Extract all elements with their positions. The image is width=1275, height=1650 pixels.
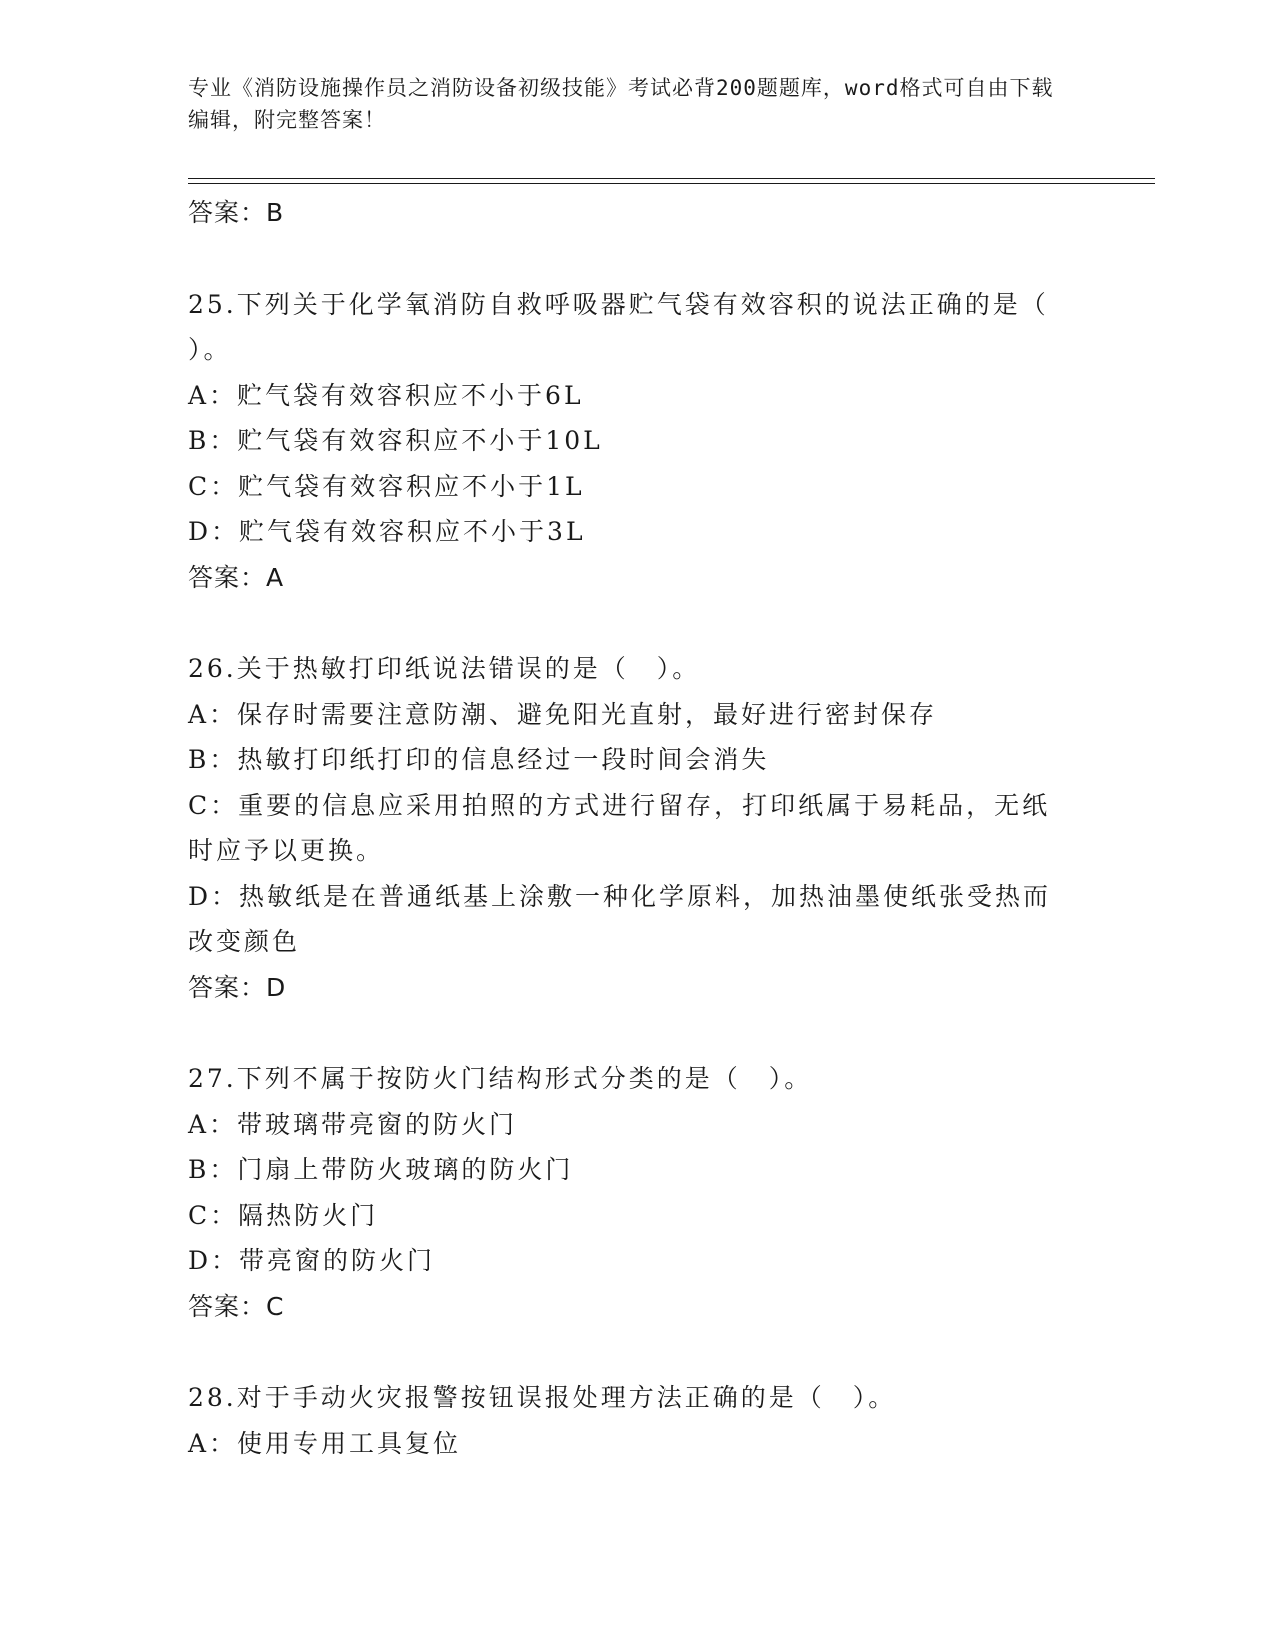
answer-line: 答案：C [188, 1291, 285, 1321]
option-c: C：贮气袋有效容积应不小于1L [188, 471, 585, 501]
page-header: 专业《消防设施操作员之消防设备初级技能》考试必背200题题库，word格式可自由下载编辑，附完整答案！ [188, 76, 1054, 132]
option-d: D：贮气袋有效容积应不小于3L [188, 517, 586, 546]
question-stem: 28.对于手动火灾报警按钮误报处理方法正确的是（ ）。 [188, 1383, 897, 1412]
document-body [188, 190, 1078, 1466]
answer-line: 答案：A [188, 562, 285, 592]
option-a: A：贮气袋有效容积应不小于6L [188, 380, 584, 410]
option-d-cont: 改变颜色 [188, 927, 301, 956]
option-c-cont: 时应予以更换。 [188, 836, 385, 865]
answer-line: 答案：B [188, 198, 285, 227]
header-rule-top [188, 178, 1155, 179]
option-a: A：使用专用工具复位 [188, 1428, 462, 1458]
question-stem-cont: ）。 [188, 335, 232, 364]
question-27 [188, 1056, 1078, 1329]
option-b: B：热敏打印纸打印的信息经过一段时间会消失 [188, 745, 770, 774]
question-stem: 27.下列不属于按防火门结构形式分类的是（ ）。 [188, 1064, 813, 1093]
question-26 [188, 646, 1078, 1010]
question-stem: 26.关于热敏打印纸说法错误的是（ ）。 [188, 654, 701, 683]
answer-line: 答案：D [188, 972, 287, 1002]
option-b: B：门扇上带防火玻璃的防火门 [188, 1155, 574, 1184]
header-rule-bottom [188, 183, 1155, 184]
option-a: A：保存时需要注意防潮、避免阳光直射，最好进行密封保存 [188, 699, 938, 729]
option-d: D：热敏纸是在普通纸基上涂敷一种化学原料，加热油墨使纸张受热而 [188, 881, 1052, 911]
option-a: A：带玻璃带亮窗的防火门 [188, 1109, 518, 1139]
option-c: C：隔热防火门 [188, 1200, 379, 1230]
question-25 [188, 282, 1078, 601]
option-b: B：贮气袋有效容积应不小于10L [188, 426, 603, 455]
question-28 [188, 1375, 1078, 1466]
option-d: D：带亮窗的防火门 [188, 1246, 436, 1275]
option-c: C：重要的信息应采用拍照的方式进行留存，打印纸属于易耗品，无纸 [188, 790, 1051, 820]
question-stem: 25.下列关于化学氧消防自救呼吸器贮气袋有效容积的说法正确的是（ [188, 289, 1049, 319]
